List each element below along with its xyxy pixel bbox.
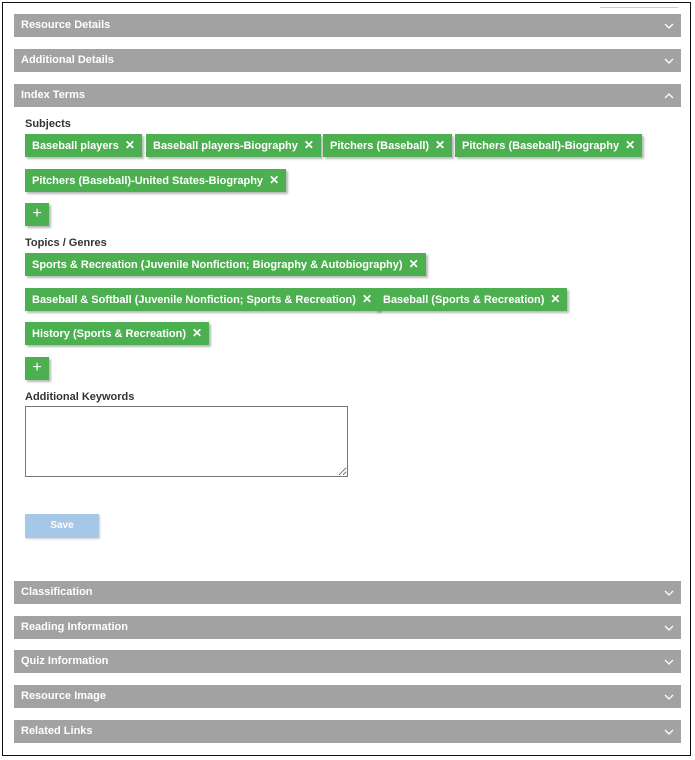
- subjects-label: Subjects: [25, 118, 71, 130]
- chip-label: Pitchers (Baseball)-United States-Biography: [32, 175, 264, 187]
- subject-chip: [323, 134, 452, 157]
- chevron-down-icon: [664, 588, 674, 598]
- remove-icon[interactable]: ✕: [269, 173, 280, 187]
- page-frame: [2, 2, 691, 756]
- top-divider: [600, 7, 678, 8]
- remove-icon[interactable]: ✕: [124, 138, 135, 152]
- topic-chip: [25, 288, 379, 311]
- chip-label: History (Sports & Recreation): [32, 328, 187, 340]
- subject-chip: [146, 134, 321, 157]
- chip-label: Pitchers (Baseball): [330, 140, 430, 152]
- section-additional-details[interactable]: [14, 49, 681, 72]
- remove-icon[interactable]: ✕: [303, 138, 314, 152]
- section-title: Additional Details: [21, 54, 114, 66]
- add-topic-button[interactable]: +: [25, 357, 49, 380]
- remove-icon[interactable]: ✕: [408, 257, 419, 271]
- section-title: Reading Information: [21, 621, 128, 633]
- chip-label: Sports & Recreation (Juvenile Nonfiction; Biography & Autobiography): [32, 259, 403, 271]
- section-title: Quiz Information: [21, 655, 109, 667]
- remove-icon[interactable]: ✕: [361, 292, 372, 306]
- save-button[interactable]: Save: [25, 514, 99, 538]
- chevron-up-icon: [664, 91, 674, 101]
- chip-label: Baseball (Sports & Recreation): [383, 294, 545, 306]
- chevron-down-icon: [664, 657, 674, 667]
- section-quiz-information[interactable]: [14, 650, 681, 673]
- chip-label: Pitchers (Baseball)-Biography: [462, 140, 620, 152]
- section-reading-information[interactable]: [14, 616, 681, 639]
- chip-label: Baseball players: [32, 140, 119, 152]
- chip-label: Baseball players-Biography: [153, 140, 298, 152]
- additional-keywords-input[interactable]: [25, 406, 348, 477]
- chevron-down-icon: [664, 692, 674, 702]
- section-title: Classification: [21, 586, 93, 598]
- remove-icon[interactable]: ✕: [192, 326, 203, 340]
- remove-icon[interactable]: ✕: [435, 138, 446, 152]
- section-title: Index Terms: [21, 89, 85, 101]
- section-classification[interactable]: [14, 581, 681, 604]
- section-title: Related Links: [21, 725, 93, 737]
- chevron-down-icon: [664, 727, 674, 737]
- remove-icon[interactable]: ✕: [550, 292, 561, 306]
- remove-icon[interactable]: ✕: [625, 138, 636, 152]
- add-subject-button[interactable]: +: [25, 203, 49, 226]
- chevron-down-icon: [664, 56, 674, 66]
- chevron-down-icon: [664, 21, 674, 31]
- topic-chip: [25, 322, 209, 345]
- section-title: Resource Image: [21, 690, 106, 702]
- subject-chip: [25, 134, 142, 157]
- subject-chip: [25, 169, 286, 192]
- section-index-terms[interactable]: [14, 84, 681, 107]
- topic-chip: [25, 253, 426, 276]
- chip-label: Baseball & Softball (Juvenile Nonfiction; Sports & Recreation): [32, 294, 356, 306]
- section-resource-image[interactable]: [14, 685, 681, 708]
- topics-label: Topics / Genres: [25, 237, 107, 249]
- section-title: Resource Details: [21, 19, 111, 31]
- topic-chip: [376, 288, 567, 311]
- subject-chip: [455, 134, 642, 157]
- chevron-down-icon: [664, 623, 674, 633]
- section-resource-details[interactable]: [14, 14, 681, 37]
- section-related-links[interactable]: [14, 720, 681, 743]
- additional-keywords-label: Additional Keywords: [25, 391, 135, 403]
